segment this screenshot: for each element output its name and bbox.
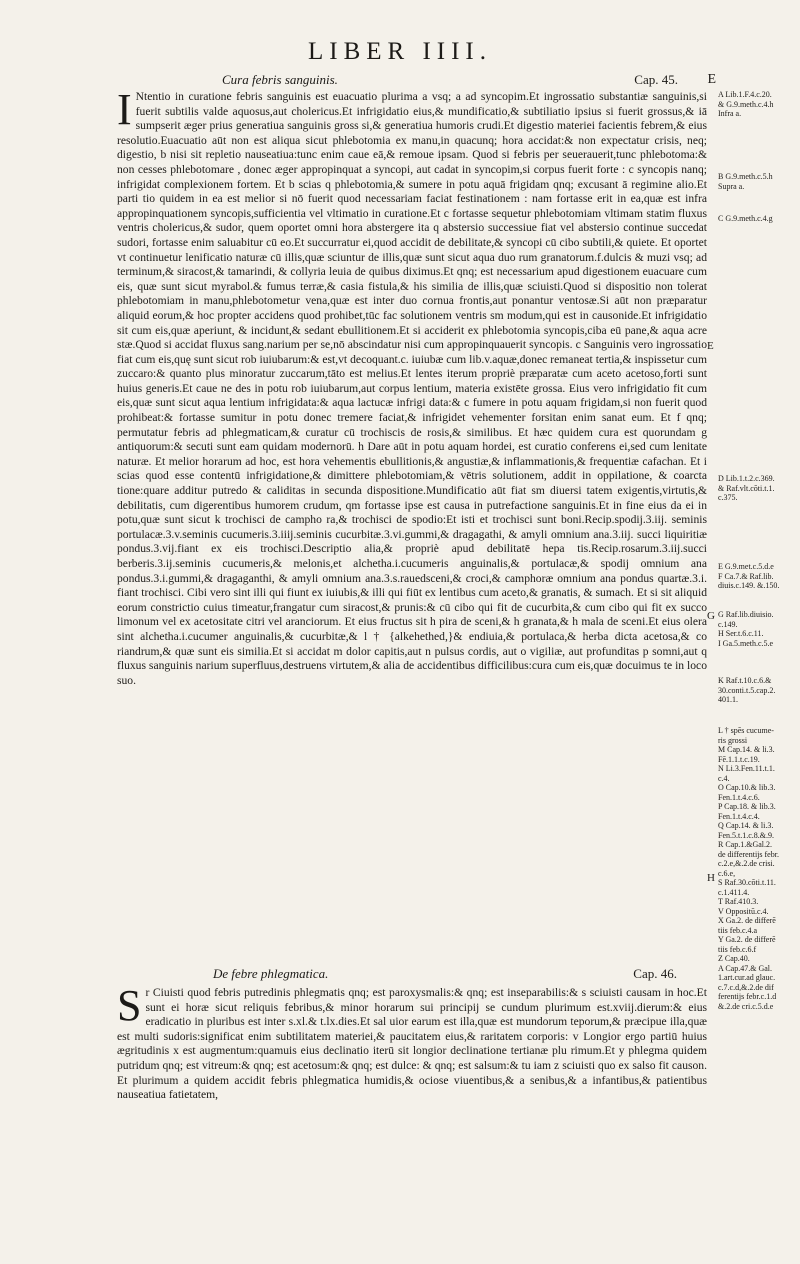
paragraph-text: Ntentio in curatione febris sanguinis est euacuatio plurima a vsq; a ad syncopim.Et ingrossatio substantiæ sanguinis,si fuerit subtilis valde aquosus,aut cholericus.Et infrigidatio eius,& mundificatio,& subtiliatio ipsius si fuerit grossus,& iā sumpserit æger prius generatiua sanguinis gross si,& generatiua humoris crudi.Et digestio materiei facientis febrem,& eius resolutio.Euacuatio aūt non est aliqua sicut phlebotomia ex manu,in quacunq; hora accidat:& non expectatur crisis, neq; digestio, b nisi sit repletio nauseatiua:tunc enim caue eā,& remoue ipsam. Quod si febris per seuerauerit,tunc phlebotoma:& non cesses phlebotomare , donec æger appropinquat a syncopi, aut cadat in syncopim,si corpus fuerit forte : c syncopis nanq; infrigidat complexionem fortem. Et b scias q phlebotomia,& sumere in potu aquā frigidam qnq; excusant ā regimine alio.Et parti tio quidem in ea est melior si nō fuerit quod necessariam faciat festinationem : nam fortasse erit in ea,quæ est infra appropinquationem syncopis,sufficientia vel vltimatio in curatione.Et c fortasse sequetur phlebotomiam vltimam statim fluxus ventris cholericus,& sudor, quem oportet omni hora abstergere ita q abstersio successiue fiat vel abstersio continue succedat sudori, fortasse enim saluabitur cū eo.Et succurratur ei,quod accidit de debilitate,& syncopi cū cibo subtili,& quiete. Et oportet vt continuetur lenificatio naturæ cū illis,quæ sciuntur de illis,quæ sunt sicut aqua duo rum granatorum.f.dulcis & muzi vsq; ad terminum,& siracost,& tamarindi, & collyria leuia de quibus diximus.Et qnq; est necessarium apud digestionem euacuare cum eis, quæ sunt sicut myrabol.& fumus terræ,& casia fistula,& his similia de illis,quæ sciuisti.Quod si dispositio non tolerat phlebotomiam in manu,phlebotometur vena,quæ est inter duo cornua frontis,aut ponantur ventosæ.Si aūt non præparatur aliquid eorum,& hoc propter accidens quod prohibet,tūc fac solutionem ventris sm modum,qui est in causonide.Et infrigidatio sit cum eis,quæ aperiunt, & incidunt,& sedant ebullitionem.Et si acciderit ex phlebotomia syncopis,ciba eū pane,& aqua acre stæ.Quod si accidat fluxus sang.narium per se,nō abscindatur nisi cum appropinquauerit syncopis. c Sanguinis vero ingrossatio fiat cum eis,quę sunt sicut rob iuiubarum:& est,vt decoquant.c. iuiubæ cum lib.v.aquæ,donec remaneat tertia,& inspissetur cum zuccaro:& quanto plus minoratur zuccarum,tāto est melius.Et lentes iterum propriè præparatæ cum aceto acetoso,forti sunt huius generis.Et caue ne des in potu rob iuiubarum,aut corpus lentium, materia existēte grossa. Eius vero infrigidatio fit cum eis,quæ sunt sicut aqua lentium infrigidata:& aqua lactucæ infrigi data:& c fumere in potu aquam frigidam,si non fuerit quod prohibeat:& fortasse sumitur in potu donec tremere faciat,& infrigidet vehementer forsitan enim sanat eum. Et f qnq; permutatur febris ad phlegmaticam,& curatur cū trochiscis de rosis,& similibus. Et hæc quidem cura est quorundam g antiquorum:& secuti sunt eam quidam modernorū. h Dare aūt in potu aquam hordei, est curatio conferens ei,sed cum lenitate naturæ. Et melior horarum ad hoc, est hora vehementis ebullitionis,& angustiæ,& inflammationis,& frequentiæ cafachan. Et i scias quod esse contentū infrigidatione,& dimittere phlebotomiam,& vētris solutionem, addit in oppilatione, & coarcta tione:quare additur putredo & caliditas in secunda dispositione.Mundificatio aūt fiat sm diuersi tatem exigentis,virtutis,& debilitatis, cum digerentibus humorem crudum, qm fortasse ipse est causa in putrefactione sanguinis.Et in fine eius da ei in potu,quæ sunt sicut k trochisci de campho ra,& trochisci de spodio:Et isti et trochisci sunt boni.Recip.spodij.3.iij. seminis portulacæ.3.v.seminis cucumeris.3.iiij.seminis cucurbitæ.3.vi.gummi,& dragagathi, & amyli omnium ana.3.iij. succi liquiritiæ pondus.3.vij.fiant ex eis trochisci.Descriptio alia,& propriè apud debilitatē hepa tis.Recip.rosarum.3.iij.succi berberis.3.ij.seminis cucumeris,& melonis,et alchetha.i.cucumeris anguinalis,& portulacæ,& spodij omnium ana pondus.3.i.gummi,& dragaganthi, & amyli omnium ana.3.s.rauedsceni,& croci,& camphoræ omnium ana pondus quartæ.3.i. fiant trochisci. Cibi vero sint illi qui fiunt ex iuiubis,& illi qui fiūt ex lentibus cum aceto,& granatis, & sumach. Et si sit aliquid eorum constrictio cuius timeatur,frangatur cum siracost,& prunis:& cū cibo qui fit de cucurbita,& cum cibo qui fit ex succo limonum vel ex acetositate citri vel aranciorum. Et eius fructus sit h pira de sceni,& h granata,& h mala de sceni.Et eius olera sint alchetha.i.cucumer anguinalis,& cucurbitæ,& l † {alkehethed,}& endiuia,& portulaca,& herba dicta acetosa,& co riandrum,& quæ sunt eis similia.Et si accidat m dolor capitis,aut n pulsus cordis, aut o vigiliæ, aut profunditas p somni,aut q fluxus sanguinis narium superfluus,destruens virtutem,& alia de accidentibus difficilibus:cura cum eis,quæ docuimus te in loco suo. (117, 90, 707, 687)
margin-mark-g: G (707, 610, 715, 622)
paragraph-2 (117, 981, 707, 1103)
section-subtitle: Cura febris sanguinis. (222, 72, 338, 87)
margin-mark: E (707, 72, 716, 87)
margin-note: D Lib.1.t.2.c.369. & Raf.vlt.cōti.t.1. c.375. (718, 474, 775, 502)
margin-note: C G.9.meth.c.4.g (718, 214, 773, 223)
margin-note: G Raf.lib.diuisio. c.149. H Ser.t.6.c.11. I Ga.5.meth.c.5.e (718, 610, 774, 648)
paragraph-text-2: r Ciuisti quod febris putredinis phlegmatis qnq; est paroxysmalis:& qnq; est inseparabilis:& s sciuisti causam in hoc.Et sunt ei horæ sicut reliquis febribus,& minor horarum sui principij se cundum plurimum est.xviij.dierum:& eius eradicatio in pluribus est inter s.xl.& t.lx.dies.Et sal uior earum est illa,quæ est mundorum teporum,& præcipue illa,quæ est multi sudoris:significat enim subtilitatem materiei,& paucitatem eius,& raritatem corporis: v Longior ergo partiū huius ægritudinis x est augmentum:quamuis eius declinatio iterū sit longior declinatione tertianæ plu rimum.Et y phlegma quidem putridum qnq; est vitreum:& qnq; est acetosum:& qnq; est dulce: & qnq; est salsum:& tu iam z sciuisti quo ex salso fit causon. Et plurimum a quidem accidit febris phlegmatica humidis,& ociose viuentibus,& a senibus,& a infantibus,& patientibus nauseatiua fatietatem, (117, 986, 707, 1102)
margin-note: B G.9.meth.c.5.h Supra a. (718, 172, 773, 191)
margin-note: K Raf.t.10.c.6.& 30.conti.t.5.cap.2. 401.1. (718, 676, 776, 704)
margin-note: A Lib.1.F.4.c.20. & G.9.meth.c.4.h Infra a. (718, 90, 774, 118)
chapter-number: Cap. 45. (634, 72, 678, 87)
section-subtitle-2: De febre phlegmatica. (213, 966, 329, 981)
margin-mark-h: H (707, 872, 715, 884)
page-title: LIBER IIII. (307, 38, 493, 65)
margin-mark-e: E (707, 340, 714, 352)
drop-cap: I (117, 85, 132, 134)
chapter-number-2: Cap. 46. (633, 966, 677, 981)
drop-cap-2: S (117, 981, 142, 1030)
section-header (112, 72, 716, 92)
margin-note: E G.9.met.c.5.d.e F Ca.7.& Raf.lib. diuis.c.149. &.150. (718, 562, 780, 590)
section-body (117, 85, 707, 688)
section-body-2 (117, 981, 707, 1103)
section-header-2 (117, 966, 707, 986)
margin-note: L † spēs cucume- ris grossi M Cap.14. & li.3. Fē.1.1.t.c.19. N Li.3.Fen.11.t.1. c.4. O Cap.10.& lib.3. Fen.1.t.4.c.6. P Cap.18. & lib.3. Fen.1.t.4.c.4. Q Cap.14. & li.3. Fen.5.t.1.c.8.&.9. R Cap.1.&Gal.2. de differentijs febr. c.2.e,&.2.de crisi. c.6.e, S Raf.30.cōti.t.11. c.1.411.4. T Raf.410.3. V Oppositū.c.4. X Ga.2. de differē tiis feb.c.4.a Y Ga.2. de differē tiis feb.c.6.f Z Cap.40. A Cap.47.& Gal. 1.art.cur.ad glauc. c.7.c.d,&.2.de dif ferentijs febr.c.1.d &.2.de cri.c.5.d.e (718, 726, 779, 1011)
paragraph (117, 85, 707, 688)
